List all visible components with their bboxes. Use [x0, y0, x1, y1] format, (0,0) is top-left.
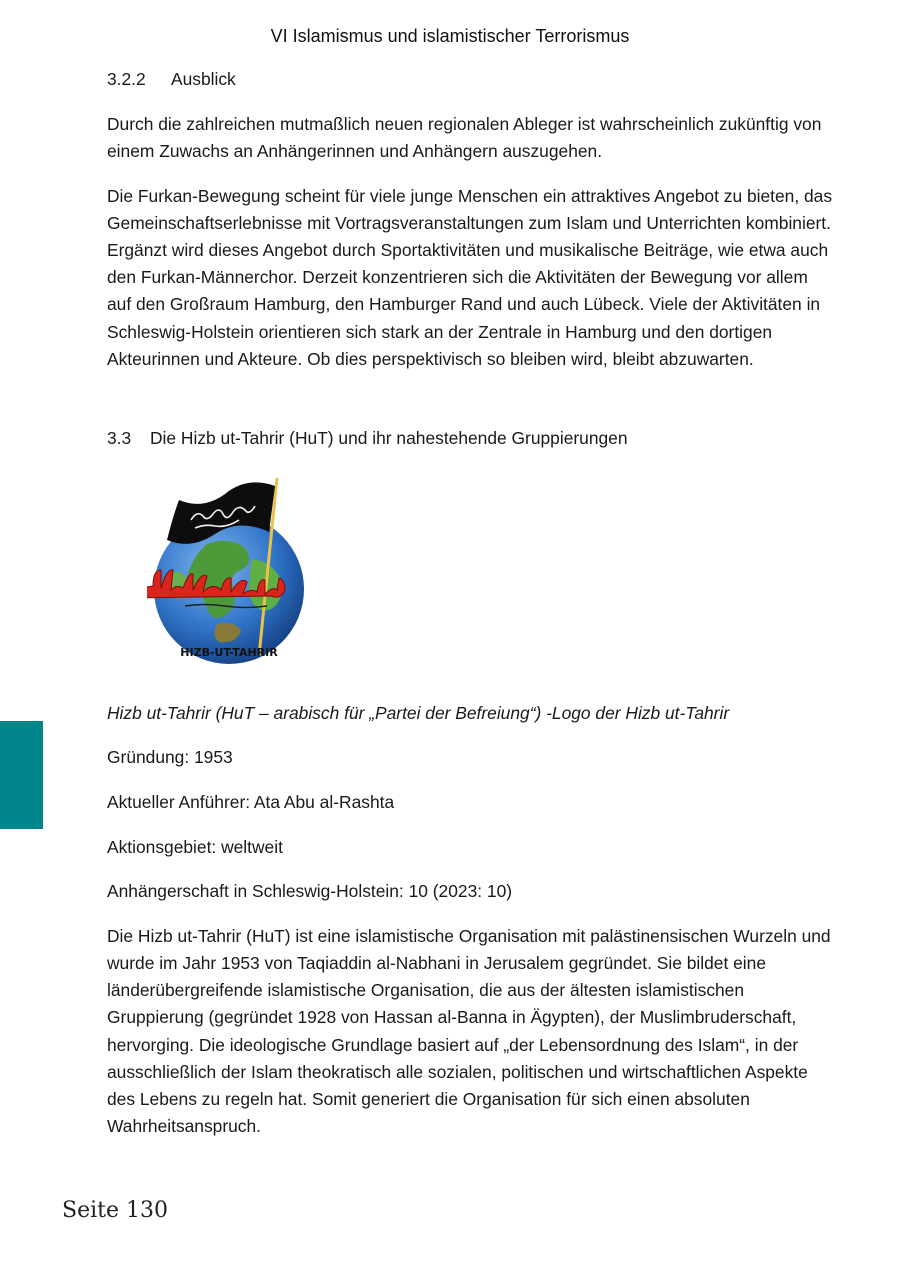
page-content: [107, 66, 835, 1157]
section-number: 3.2.2: [107, 69, 146, 89]
fact-area: Aktionsgebiet: weltweit: [107, 836, 283, 857]
section-title: Die Hizb ut-Tahrir (HuT) und ihr nahestehende Gruppierungen: [150, 428, 628, 449]
running-header: VI Islamismus und islamistischer Terrorismus: [270, 26, 630, 46]
hizb-ut-tahrir-logo: [147, 474, 317, 664]
logo-graphic: [147, 474, 317, 664]
section-heading-3-2-2: [107, 66, 835, 93]
fact-founding: Gründung: 1953: [107, 747, 233, 768]
fact-leader: Aktueller Anführer: Ata Abu al-Rashta: [107, 792, 395, 813]
figure-caption: Hizb ut-Tahrir (HuT – arabisch für „Partei der Befreiung“) -Logo der Hizb ut-Tahrir: [107, 703, 730, 724]
spacer: [107, 390, 835, 425]
section-heading-3-3: [107, 425, 835, 452]
paragraph-ausblick-2: Die Furkan-Bewegung scheint für viele junge Menschen ein attraktives Angebot zu bieten, das Gemeinschaftserlebnisse mit Vortragsveranstaltungen zum Islam und Unterrichten kombiniert. Ergänzt wird dieses Angebot durch Sportaktivitäten und musikalische Beiträge, wie etwa auch den Furkan-Männerchor. Derzeit konzentrieren sich die Aktivitäten der Bewegung vor allem auf den Großraum Hamburg, den Hamburger Rand und auch Lübeck. Viele der Aktivitäten in Schleswig-Holstein orientieren sich stark an der Zentrale in Hamburg und den dortigen Akteurinnen und Akteure. Ob dies perspektivisch so bleiben wird, bleibt abzuwarten.: [107, 185, 833, 369]
paragraph-ausblick-1: Durch die zahlreichen mutmaßlich neuen regionalen Ableger ist wahrscheinlich zukünftig von einem Zuwachs an Anhängerinnen und Anhängern auszugehen.: [107, 114, 822, 162]
chapter-side-tab: [0, 721, 43, 829]
page-number: Seite 130: [62, 1198, 168, 1223]
logo-banner-text: HIZB-UT-TAHRIR: [180, 646, 278, 660]
paragraph-hut-description: Die Hizb ut-Tahrir (HuT) ist eine islamistische Organisation mit palästinensischen Wurzeln und wurde im Jahr 1953 von Taqiaddin al-Nabhani in Jerusalem gegründet. Sie bildet eine länderübergreifende islamistische Organisation, die aus der ältesten islamistischen Gruppierung (gegründet 1928 von Hassan al-Banna in Ägypten), der Muslimbruderschaft, hervorging. Die ideologische Grundlage basiert auf „der Lebensordnung des Islam“, in der ausschließlich der Islam theokratisch alle sozialen, politischen und wirtschaftlichen Aspekte des Lebens zu regeln hat. Somit generiert die Organisation für sich einen absoluten Wahrheitsanspruch.: [107, 925, 831, 1137]
section-number: 3.3: [107, 428, 132, 449]
section-title: Ausblick: [171, 69, 236, 89]
fact-followers: Anhängerschaft in Schleswig-Holstein: 10 (2023: 10): [107, 881, 513, 902]
